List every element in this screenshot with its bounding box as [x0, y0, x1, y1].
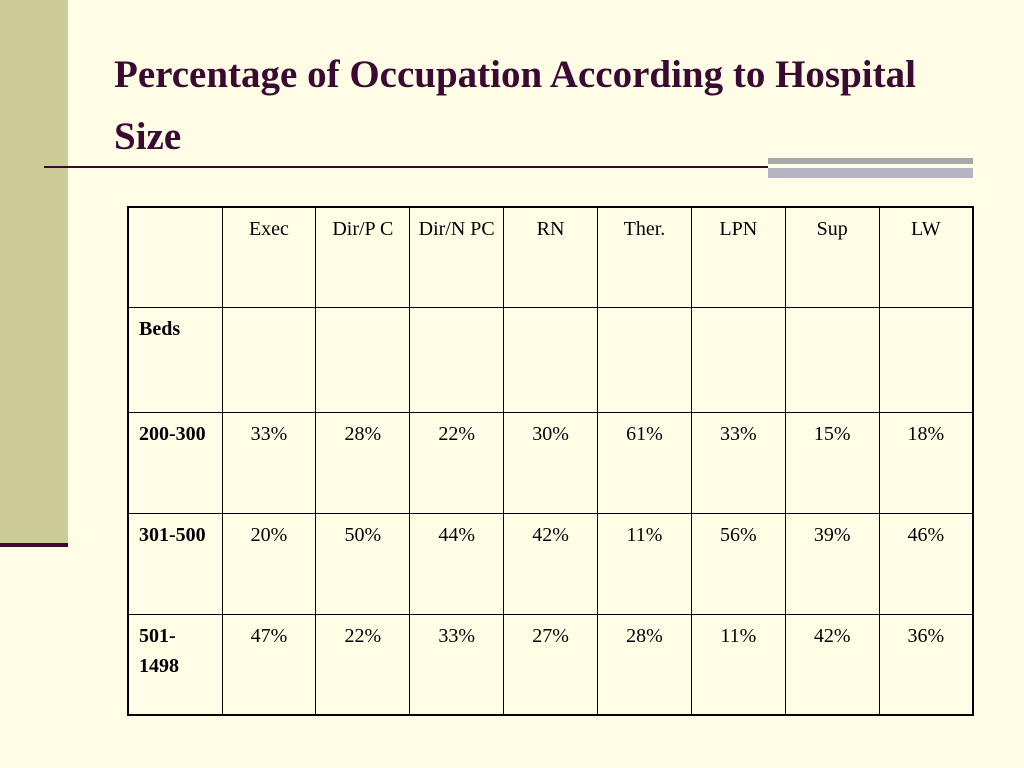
table-cell: 33%	[410, 614, 504, 715]
table-cell: 18%	[879, 413, 973, 514]
beds-label: Beds	[128, 308, 222, 413]
empty-cell	[410, 308, 504, 413]
occupation-table	[127, 206, 974, 716]
row-label: 200-300	[128, 413, 222, 514]
table-cell: 22%	[316, 614, 410, 715]
table-cell: 22%	[410, 413, 504, 514]
table-cell: 61%	[598, 413, 692, 514]
table-cell: 44%	[410, 513, 504, 614]
table-cell: 30%	[504, 413, 598, 514]
row-label: 501-1498	[128, 614, 222, 715]
empty-cell	[691, 308, 785, 413]
table-cell: 20%	[222, 513, 316, 614]
table-cell: 15%	[785, 413, 879, 514]
col-header-rn: RN	[504, 207, 598, 308]
table-cell: 11%	[598, 513, 692, 614]
empty-cell	[504, 308, 598, 413]
col-header-ther: Ther.	[598, 207, 692, 308]
table-cell: 11%	[691, 614, 785, 715]
beds-subheader-row	[128, 308, 973, 413]
table-cell: 39%	[785, 513, 879, 614]
col-header-dir-pc: Dir/P C	[316, 207, 410, 308]
col-header-lw: LW	[879, 207, 973, 308]
left-bar-underline	[0, 543, 68, 547]
title-accent-bar	[768, 158, 973, 180]
table-row	[128, 513, 973, 614]
table-cell: 33%	[222, 413, 316, 514]
left-decorative-bar	[0, 0, 68, 543]
corner-cell	[128, 207, 222, 308]
col-header-dir-npc: Dir/N PC	[410, 207, 504, 308]
table-row	[128, 614, 973, 715]
table-cell: 27%	[504, 614, 598, 715]
col-header-exec: Exec	[222, 207, 316, 308]
table-cell: 28%	[316, 413, 410, 514]
table-cell: 50%	[316, 513, 410, 614]
table-cell: 47%	[222, 614, 316, 715]
table-cell: 42%	[504, 513, 598, 614]
table-cell: 42%	[785, 614, 879, 715]
table-cell: 46%	[879, 513, 973, 614]
empty-cell	[316, 308, 410, 413]
title-divider	[44, 166, 784, 168]
empty-cell	[598, 308, 692, 413]
table-row	[128, 413, 973, 514]
empty-cell	[879, 308, 973, 413]
row-label: 301-500	[128, 513, 222, 614]
table-cell: 33%	[691, 413, 785, 514]
table-cell: 56%	[691, 513, 785, 614]
col-header-lpn: LPN	[691, 207, 785, 308]
empty-cell	[785, 308, 879, 413]
table-header-row	[128, 207, 973, 308]
table-cell: 28%	[598, 614, 692, 715]
slide-title: Percentage of Occupation According to Hospital Size	[114, 53, 916, 158]
table-cell: 36%	[879, 614, 973, 715]
empty-cell	[222, 308, 316, 413]
col-header-sup: Sup	[785, 207, 879, 308]
